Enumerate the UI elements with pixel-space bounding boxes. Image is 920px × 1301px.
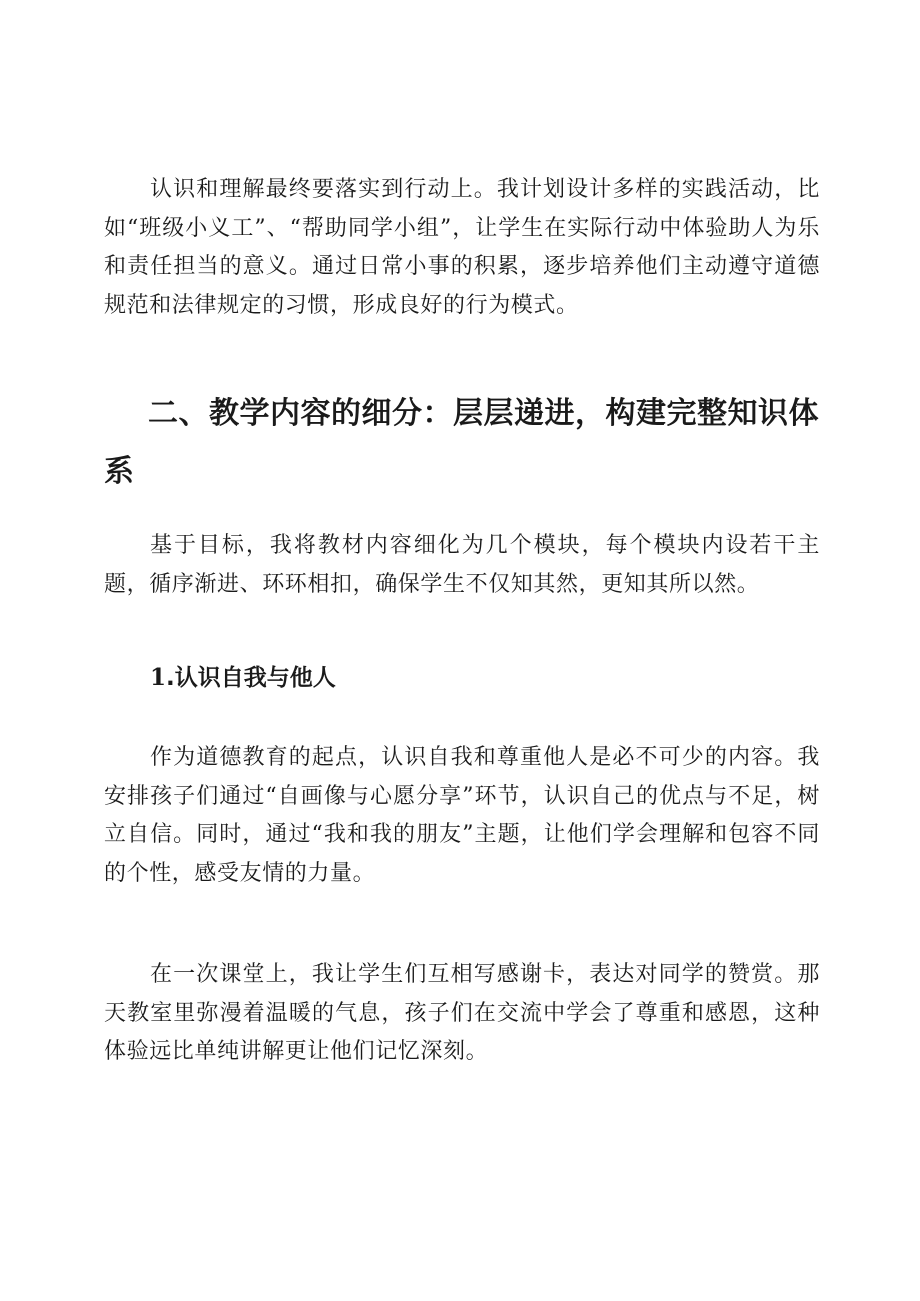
- body-paragraph-modules: 基于目标，我将教材内容细化为几个模块，每个模块内设若干主题，循序渐进、环环相扣，确保学生不仅知其然，更知其所以然。: [104, 533, 820, 597]
- subsection-number: 1: [150, 664, 167, 691]
- body-paragraph-action: 认识和理解最终要落实到行动上。我计划设计多样的实践活动，比如“班级小义工”、“帮助同学小组”，让学生在实际行动中体验助人为乐和责任担当的意义。通过日常小事的积累，逐步培养他们主动遵守道德规范和法律规定的习惯，形成良好的行为模式。: [104, 177, 820, 318]
- section-heading-teaching-content: 二、教学内容的细分：层层递进，构建完整知识体系: [104, 396, 819, 489]
- subsection-title: .认识自我与他人: [166, 665, 336, 691]
- subsection-heading-self-and-others: [150, 662, 336, 694]
- body-paragraph-self-awareness: 作为道德教育的起点，认识自我和尊重他人是必不可少的内容。我安排孩子们通过“自画像与心愿分享”环节，认识自己的优点与不足，树立自信。同时，通过“我和我的朋友”主题，让他们学会理解和包容不同的个性，感受友情的力量。: [104, 745, 820, 886]
- body-paragraph-thank-you-cards: 在一次课堂上，我让学生们互相写感谢卡，表达对同学的赞赏。那天教室里弥漫着温暖的气息，孩子们在交流中学会了尊重和感恩，这种体验远比单纯讲解更让他们记忆深刻。: [104, 962, 820, 1064]
